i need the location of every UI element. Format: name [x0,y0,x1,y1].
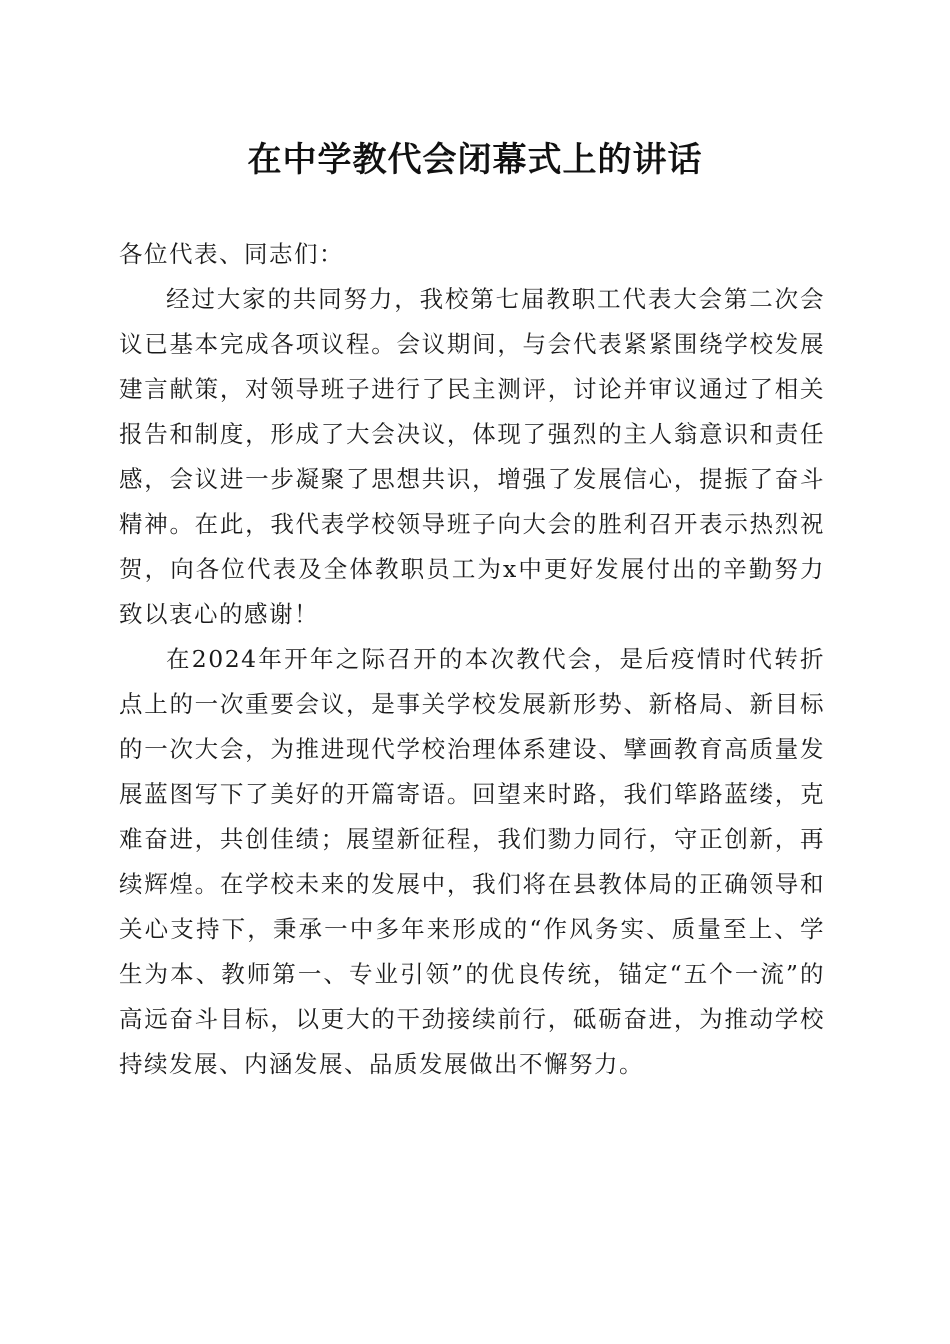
document-title: 在中学教代会闭幕式上的讲话 [247,140,703,180]
salutation: 各位代表、同志们： [119,240,344,268]
paragraph-1: 经过大家的共同努力，我校第七届教职工代表大会第二次会议已基本完成各项议程。会议期间，与会代表紧紧围绕学校发展建言献策，对领导班子进行了民主测评，讨论并审议通过了相关报告和制度，形成了大会决议，体现了强烈的主人翁意识和责任感，会议进一步凝聚了思想共识，增强了发展信心，提振了奋斗精神。在此，我代表学校领导班子向大会的胜利召开表示热烈祝贺，向各位代表及全体教职员工为x中更好发展付出的辛勤努力致以衷心的感谢！ [119,285,825,628]
paragraph-2: 在2024年开年之际召开的本次教代会，是后疫情时代转折点上的一次重要会议，是事关学校发展新形势、新格局、新目标的一次大会，为推进现代学校治理体系建设、擘画教育高质量发展蓝图写下了美好的开篇寄语。回望来时路，我们筚路蓝缕，克难奋进，共创佳绩；展望新征程，我们勠力同行，守正创新，再续辉煌。在学校未来的发展中，我们将在县教体局的正确领导和关心支持下，秉承一中多年来形成的“作风务实、质量至上、学生为本、教师第一、专业引领”的优良传统，锚定“五个一流”的高远奋斗目标，以更大的干劲接续前行，砥砺奋进，为推动学校持续发展、内涵发展、品质发展做出不懈努力。 [119,645,825,1078]
document-body [119,232,825,1087]
